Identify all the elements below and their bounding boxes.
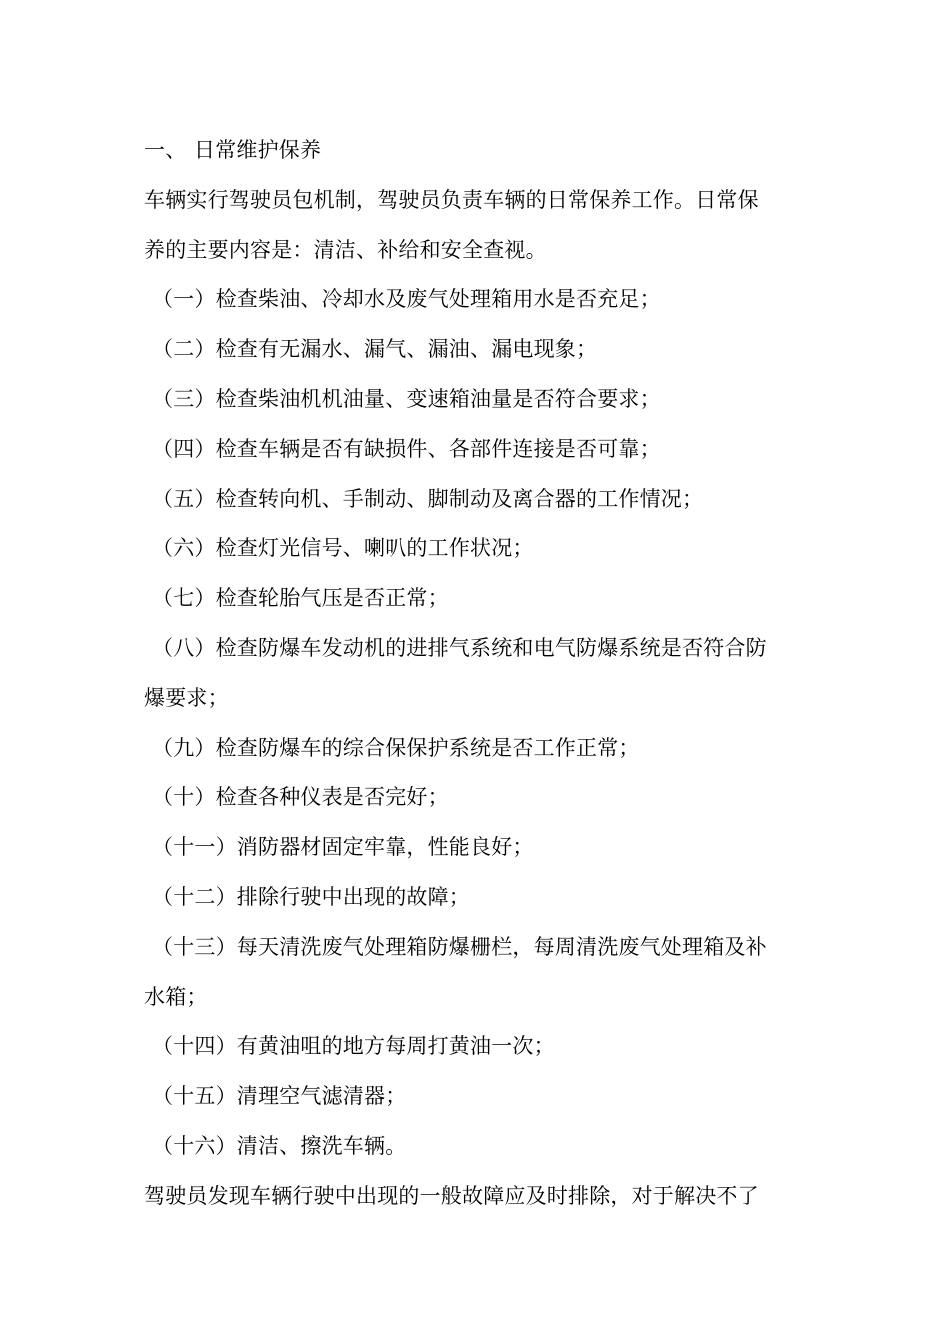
list-item-12: （十二）排除行驶中出现的故障； xyxy=(152,884,470,909)
list-item-1: （一）检查柴油、冷却水及废气处理箱用水是否充足； xyxy=(152,287,661,312)
section-heading xyxy=(144,126,824,176)
closing-paragraph-line: 驾驶员发现车辆行驶中出现的一般故障应及时排除，对于解决不了 xyxy=(144,1183,759,1208)
list-item-13: （十三）每天清洗废气处理箱防爆栅栏，每周清洗废气处理箱及补 xyxy=(152,934,767,959)
list-item-9: （九）检查防爆车的综合保保护系统是否工作正常； xyxy=(152,735,640,760)
section-number: 一、 xyxy=(144,138,187,162)
list-item-2: （二）检查有无漏水、漏气、漏油、漏电现象； xyxy=(152,337,598,362)
intro-paragraph-line-1: 车辆实行驾驶员包机制，驾驶员负责车辆的日常保养工作。日常保 xyxy=(144,187,759,212)
intro-paragraph-line-2: 养的主要内容是：清洁、补给和安全查视。 xyxy=(144,237,547,262)
list-item-6: （六）检查灯光信号、喇叭的工作状况； xyxy=(152,536,534,561)
list-item-7: （七）检查轮胎气压是否正常； xyxy=(152,586,449,611)
list-item-15: （十五）清理空气滤清器； xyxy=(152,1084,407,1109)
list-item-16: （十六）清洁、擦洗车辆。 xyxy=(152,1133,407,1158)
document-body xyxy=(144,126,824,1222)
list-item-14: （十四）有黄油咀的地方每周打黄油一次； xyxy=(152,1034,555,1059)
list-item-13-continuation: 水箱； xyxy=(144,984,208,1009)
list-item-8: （八）检查防爆车发动机的进排气系统和电气防爆系统是否符合防 xyxy=(152,635,767,660)
list-item-10: （十）检查各种仪表是否完好； xyxy=(152,785,449,810)
list-item-8-continuation: 爆要求； xyxy=(144,685,229,710)
list-item-3: （三）检查柴油机机油量、变速箱油量是否符合要求； xyxy=(152,386,661,411)
section-title: 日常维护保养 xyxy=(194,138,322,162)
list-item-11: （十一）消防器材固定牢靠，性能良好； xyxy=(152,835,534,860)
list-item-5: （五）检查转向机、手制动、脚制动及离合器的工作情况； xyxy=(152,486,704,511)
list-item-4: （四）检查车辆是否有缺损件、各部件连接是否可靠； xyxy=(152,436,661,461)
